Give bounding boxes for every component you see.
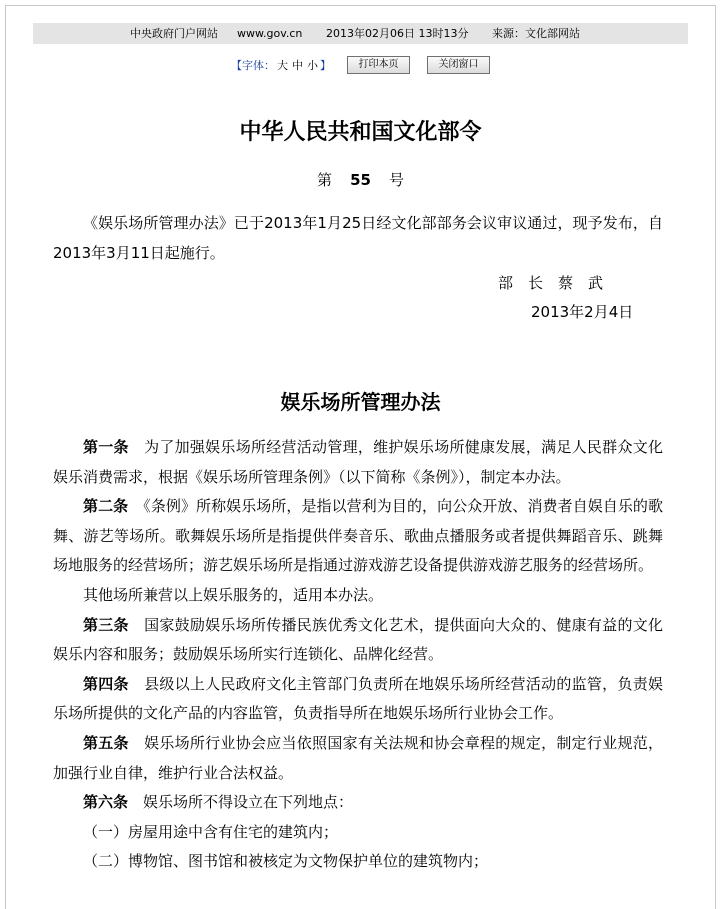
decree-number-prefix: 第 [317,171,333,189]
article-text: 国家鼓励娱乐场所传播民族优秀文化艺术，提供面向大众的、健康有益的文化娱乐内容和服务；鼓励娱乐场所实行连锁化、品牌化经营。 [53,615,663,664]
site-name: 中央政府门户网站 [130,27,218,40]
article-info-bar [33,23,688,44]
regulation-paragraph [53,818,663,848]
article-text: 娱乐场所不得设立在下列地点： [128,793,354,812]
font-size-medium-link[interactable]: 中 [292,59,303,72]
close-window-button[interactable]: 关闭窗口 [427,56,490,74]
decree-signer: 部 长 蔡 武 [498,274,604,292]
publish-datetime: 2013年02月06日 13时13分 [326,27,469,40]
article-toolbar [0,55,721,77]
decree-number-value: 55 [350,171,371,189]
site-url: www.gov.cn [237,27,303,40]
article-text: 其他场所兼营以上娱乐服务的，适用本办法。 [83,585,384,604]
regulation-paragraph [53,847,663,877]
regulation-paragraph [53,492,663,581]
decree-number [0,170,721,190]
article-label: 第四条 [83,674,129,693]
decree-date: 2013年2月4日 [531,303,634,321]
article-text: 县级以上人民政府文化主管部门负责所在地娱乐场所经营活动的监管，负责娱乐场所提供的文化产品的内容监管，负责指导所在地娱乐场所行业协会工作。 [53,674,663,723]
regulation-paragraph [53,788,663,818]
decree-title: 中华人民共和国文化部令 [239,119,482,145]
font-size-selector [231,58,331,74]
regulation-paragraph [53,611,663,670]
regulation-paragraph [53,670,663,729]
regulation-title: 娱乐场所管理办法 [280,390,441,414]
article-text: 为了加强娱乐场所经营活动管理，维护娱乐场所健康发展，满足人民群众文化娱乐消费需求，根据《娱乐场所管理条例》（以下简称《条例》），制定本办法。 [53,438,663,486]
article-label: 第二条 [83,497,129,516]
article-label: 第一条 [83,438,129,456]
regulation-paragraph [53,433,663,492]
font-size-large-link[interactable]: 大 [277,59,288,72]
article-label: 第六条 [83,793,129,812]
font-size-label: 【字体： [231,59,275,72]
regulation-paragraph [53,581,663,611]
article-text: （二）博物馆、图书馆和被核定为文物保护单位的建筑物内； [83,852,489,871]
article-label: 第三条 [83,615,129,634]
article-source: 来源：文化部网站 [492,27,580,40]
decree-preamble-text: 《娱乐场所管理办法》已于2013年1月25日经文化部部务会议审议通过，现予发布，自2013年3月11日起施行。 [53,214,663,262]
article-text: 娱乐场所行业协会应当依照国家有关法规和协会章程的规定，制定行业规范，加强行业自律，维护行业合法权益。 [53,733,663,782]
article-label: 第五条 [83,733,129,752]
article-text: （一）房屋用途中含有住宅的建筑内； [83,822,339,841]
regulation-body [53,433,663,877]
font-size-small-link[interactable]: 小 [307,59,318,72]
font-size-label-end: 】 [320,59,331,72]
decree-number-suffix: 号 [388,171,404,189]
article-text: 《条例》所称娱乐场所，是指以营利为目的，向公众开放、消费者自娱自乐的歌舞、游艺等场所。歌舞娱乐场所是指提供伴奏音乐、歌曲点播服务或者提供舞蹈音乐、跳舞场地服务的经营场所；游艺娱乐场所是指通过游戏游艺设备提供游戏游艺服务的经营场所。 [53,497,663,575]
print-page-button[interactable]: 打印本页 [347,56,410,74]
decree-preamble [53,209,663,268]
regulation-paragraph [53,729,663,788]
